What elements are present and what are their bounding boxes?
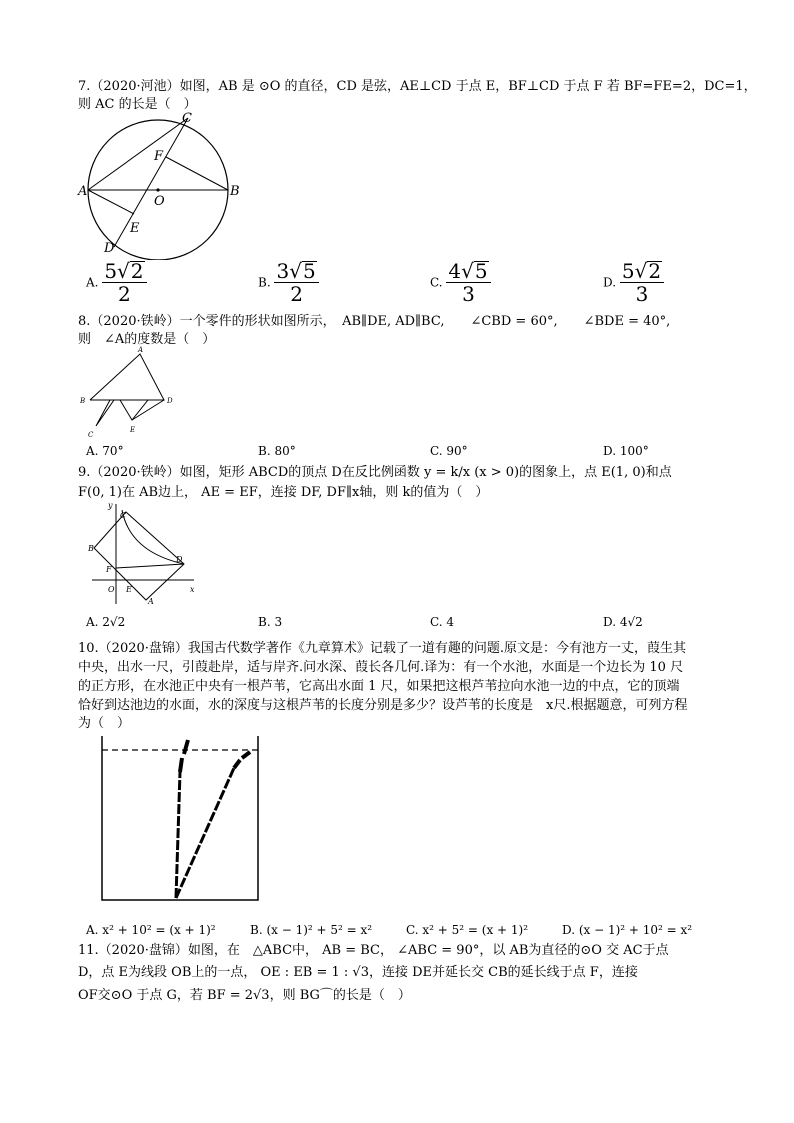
q8-option-c[interactable]: C. 90°	[430, 444, 468, 458]
q7-label-o: O	[154, 194, 165, 209]
q7-circle-figure	[74, 110, 244, 260]
q8-label-c: C	[88, 431, 94, 439]
q8-label-a: A	[138, 346, 144, 354]
q10-stem-line3: 的正方形，在水池正中央有一根芦苇，它高出水面 1 尺，如果把这根芦苇拉向水池一边的中点，它的顶端	[78, 679, 680, 694]
q9-label-o: O	[108, 585, 115, 594]
q9-label-b: B	[88, 544, 94, 553]
q7-stem-line2: 则 AC 的长是（ ）	[78, 97, 197, 112]
q7-segment-ae	[88, 190, 134, 214]
q10-reed-slanted	[176, 768, 234, 898]
q10-reed-vertical	[176, 772, 180, 898]
q10-reed-slanted-top	[234, 752, 250, 768]
q8-label-e: E	[130, 426, 136, 434]
q8-segment-de	[132, 400, 164, 420]
q9-option-b[interactable]: B. 3	[258, 615, 283, 629]
q9-option-c[interactable]: C. 4	[430, 615, 455, 629]
q10-stem-line4: 恰好到达池边的水面，水的深度与这根芦苇的长度分别是多少？设芦苇的长度是 x尺.根据题意，可列方程	[78, 698, 688, 713]
q7-label-c: C	[182, 111, 192, 126]
q7-label-e: E	[130, 221, 140, 236]
q10-reed-top	[180, 740, 188, 772]
q7-segment-ac	[88, 118, 188, 190]
q7-label-a: A	[78, 184, 88, 199]
q7-chord-cd	[114, 118, 188, 247]
q10-option-a[interactable]: A. x² + 10² = (x + 1)²	[86, 923, 216, 937]
q8-part-figure	[76, 344, 186, 442]
q11-stem-line2: D，点 E为线段 OB上的一点， OE : EB = 1 : √3，连接 DE并延长交 CB的延长线于点 F，连接	[78, 965, 638, 980]
q9-stem-line1: 9.（2020·铁岭）如图，矩形 ABCD的顶点 D在反比例函数 y = k/x (x > 0)的图象上，点 E(1, 0)和点	[78, 465, 672, 480]
q7-center-dot	[156, 188, 159, 191]
q7-option-b[interactable]: B. $\frac{3√5}{2}$	[258, 260, 319, 305]
q8-part-outline	[90, 354, 164, 426]
q7-label-f: F	[154, 149, 164, 164]
q7-segment-bf	[166, 157, 228, 190]
q10-stem-line2: 中央，出水一尺，引葭赴岸，适与岸齐.问水深、葭长各几何.译为：有一个水池，水面是一个边长为 10 尺	[78, 660, 684, 675]
q9-label-d: D	[176, 555, 183, 564]
q8-stem-line1: 8.（2020·铁岭）一个零件的形状如图所示， AB∥DE, AD∥BC, ∠CBD = 60°, ∠BDE = 40°,	[78, 314, 671, 329]
q9-label-c: C	[120, 511, 127, 520]
q7-option-c[interactable]: C. $\frac{4√5}{3}$	[430, 260, 491, 305]
q10-stem-line5: 为（ ）	[78, 716, 131, 731]
q9-segment-df	[116, 564, 184, 568]
q7-stem-line1: 7.（2020·河池）如图，AB 是 ⊙O 的直径，CD 是弦，AE⊥CD 于点 E，BF⊥CD 于点 F 若 BF=FE=2，DC=1，	[78, 79, 757, 94]
q10-option-c[interactable]: C. x² + 5² = (x + 1)²	[406, 923, 529, 937]
q8-option-b[interactable]: B. 80°	[258, 444, 296, 458]
q9-label-e: E	[126, 585, 132, 594]
q7-option-d[interactable]: D. $\frac{5√2}{3}$	[603, 260, 664, 305]
q8-option-a[interactable]: A. 70°	[86, 444, 124, 458]
q9-label-f: F	[106, 565, 112, 574]
q10-option-b[interactable]: B. (x − 1)² + 5² = x²	[250, 923, 373, 937]
q8-option-d[interactable]: D. 100°	[603, 444, 649, 458]
q8-label-b: B	[80, 397, 86, 405]
q11-stem-line1: 11.（2020·盘锦）如图，在 △ABC中， AB = BC， ∠ABC = 90°，以 AB为直径的⊙O 交 AC于点	[78, 943, 669, 958]
q9-label-a: A	[148, 597, 154, 606]
q9-label-x: x	[190, 585, 195, 594]
q9-label-y: y	[108, 501, 113, 510]
q9-graph-figure	[86, 500, 206, 608]
q9-stem-line2: F(0, 1)在 AB边上， AE = EF，连接 DF, DF∥x轴，则 k的值为（ ）	[78, 485, 489, 500]
q9-option-d[interactable]: D. 4√2	[603, 615, 643, 629]
q9-option-a[interactable]: A. 2√2	[86, 615, 126, 629]
q10-stem-line1: 10.（2020·盘锦）我国古代数学著作《九章算术》记载了一道有趣的问题.原文是：今有池方一丈，葭生其	[78, 641, 687, 656]
q10-option-d[interactable]: D. (x − 1)² + 10² = x²	[562, 923, 693, 937]
q7-option-a[interactable]: A. $\frac{5√2}{2}$	[86, 260, 147, 305]
q11-stem-line3: OF交⊙O 于点 G，若 BF = 2√3，则 BG⌒的长是（ ）	[78, 988, 411, 1003]
q8-label-d: D	[167, 397, 173, 405]
q7-label-d: D	[104, 241, 115, 256]
q7-label-b: B	[230, 184, 240, 199]
q8-stem-line2: 则 ∠A的度数是（ ）	[78, 332, 216, 347]
q10-pool-figure	[94, 732, 264, 904]
